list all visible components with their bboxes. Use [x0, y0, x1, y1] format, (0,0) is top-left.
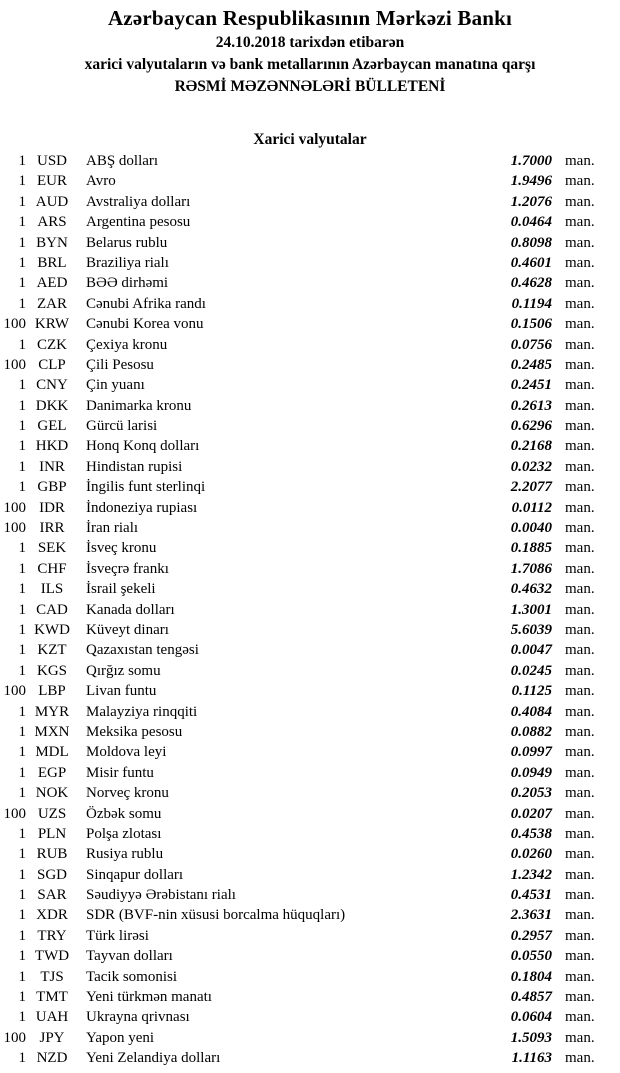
- currency-code: BRL: [37, 254, 67, 271]
- currency-qty: 1: [18, 744, 26, 761]
- currency-rate: 0.4628: [510, 275, 552, 292]
- currency-name: Polşa zlotası: [86, 825, 162, 842]
- currency-qty: 1: [18, 234, 26, 251]
- rate-row: [0, 335, 604, 355]
- currency-code: CHF: [37, 560, 67, 577]
- rate-row: [0, 681, 604, 701]
- rate-row: [0, 253, 604, 273]
- effective-date-line: 24.10.2018 tarixdən etibarən: [215, 34, 405, 51]
- rate-row: [0, 1007, 604, 1027]
- rate-row: [0, 987, 604, 1007]
- currency-rate: 0.1885: [510, 540, 552, 557]
- currency-code: AED: [36, 275, 68, 292]
- unit-label: man.: [565, 948, 595, 965]
- rate-row: [0, 151, 604, 171]
- currency-name: Argentina pesosu: [86, 214, 191, 231]
- currency-rate: 0.2451: [510, 377, 552, 394]
- currency-name: Misir funtu: [86, 764, 154, 781]
- unit-label: man.: [565, 418, 595, 435]
- currency-qty: 100: [3, 1029, 26, 1046]
- rate-row: [0, 212, 604, 232]
- unit-label: man.: [565, 295, 595, 312]
- unit-label: man.: [565, 173, 595, 190]
- currency-name: Kanada dolları: [86, 601, 175, 618]
- bulletin-subtitle: xarici valyutaların və bank metallarının Azərbaycan manatına qarşı: [84, 56, 536, 73]
- currency-name: Hindistan rupisi: [86, 458, 183, 475]
- currency-qty: 1: [18, 927, 26, 944]
- currency-rate: 1.7000: [510, 153, 552, 169]
- currency-rate: 0.1194: [511, 295, 552, 312]
- currency-code: ZAR: [37, 295, 67, 312]
- rate-row: [0, 865, 604, 885]
- unit-label: man.: [565, 887, 595, 904]
- currency-qty: 100: [3, 356, 26, 373]
- currency-name: Moldova leyi: [86, 744, 167, 761]
- unit-label: man.: [565, 214, 595, 231]
- currency-rate: 0.0112: [511, 499, 552, 516]
- currency-code: TMT: [36, 989, 68, 1006]
- currency-qty: 1: [18, 846, 26, 863]
- currency-rate: 1.7086: [510, 560, 552, 577]
- currency-code: BYN: [36, 234, 68, 251]
- unit-label: man.: [565, 968, 595, 985]
- unit-label: man.: [565, 907, 595, 924]
- currency-name: Yapon yeni: [86, 1029, 155, 1046]
- currency-qty: 1: [18, 866, 26, 883]
- currency-qty: 1: [18, 662, 26, 679]
- currency-name: Livan funtu: [86, 683, 157, 700]
- bulletin-header: [0, 4, 620, 98]
- currency-name: Rusiya rublu: [86, 846, 164, 863]
- currency-qty: 1: [18, 764, 26, 781]
- currency-name: İran rialı: [86, 520, 139, 537]
- rate-row: [0, 885, 604, 905]
- currency-qty: 1: [18, 254, 26, 271]
- currency-qty: 1: [18, 989, 26, 1006]
- currency-code: TJS: [40, 968, 64, 985]
- unit-label: man.: [565, 846, 595, 863]
- currency-rate: 1.5093: [510, 1029, 552, 1046]
- currency-rate: 0.4632: [510, 581, 552, 598]
- currency-code: TWD: [34, 948, 70, 965]
- unit-label: man.: [565, 866, 595, 883]
- unit-label: man.: [565, 805, 595, 822]
- rate-row: [0, 192, 604, 212]
- currency-code: SAR: [37, 887, 67, 904]
- currency-name: Meksika pesosu: [86, 723, 183, 740]
- currency-qty: 1: [18, 295, 26, 312]
- currency-rate: 0.0949: [510, 764, 552, 781]
- currency-code: HKD: [35, 438, 69, 455]
- currency-name: ABŞ dolları: [86, 153, 159, 169]
- currency-qty: 100: [3, 316, 26, 333]
- rate-row: [0, 742, 604, 762]
- unit-label: man.: [565, 153, 595, 169]
- rate-row: [0, 559, 604, 579]
- currency-rate: 1.2342: [510, 866, 552, 883]
- currency-qty: 1: [18, 336, 26, 353]
- currency-code: GBP: [37, 479, 67, 496]
- rate-row: [0, 844, 604, 864]
- currency-name: Malayziya rinqqiti: [86, 703, 198, 720]
- currency-code: UZS: [37, 805, 67, 822]
- rate-row: [0, 905, 604, 925]
- rate-row: [0, 375, 604, 395]
- currency-qty: 1: [18, 560, 26, 577]
- rate-row: [0, 661, 604, 681]
- currency-rate: 0.0464: [510, 214, 552, 231]
- currency-code: CZK: [37, 336, 67, 353]
- currency-name: Belarus rublu: [86, 234, 168, 251]
- unit-label: man.: [565, 621, 595, 638]
- currency-name: Sinqapur dolları: [86, 866, 184, 883]
- currency-qty: 1: [18, 275, 26, 292]
- currency-rate: 5.6039: [510, 621, 552, 638]
- currency-qty: 1: [18, 377, 26, 394]
- currency-name: Avro: [86, 173, 116, 190]
- rate-row: [0, 967, 604, 987]
- rate-row: [0, 824, 604, 844]
- unit-label: man.: [565, 581, 595, 598]
- currency-qty: 1: [18, 968, 26, 985]
- rate-row: [0, 763, 604, 783]
- currency-qty: 1: [18, 418, 26, 435]
- currency-name: Qırğız somu: [86, 662, 161, 679]
- currency-code: ILS: [40, 581, 64, 598]
- unit-label: man.: [565, 683, 595, 700]
- currency-name: İsveçrə frankı: [86, 560, 169, 577]
- unit-label: man.: [565, 377, 595, 394]
- rate-row: [0, 477, 604, 497]
- rate-row: [0, 171, 604, 191]
- currency-rate: 0.0207: [510, 805, 552, 822]
- unit-label: man.: [565, 601, 595, 618]
- currency-code: MXN: [34, 723, 70, 740]
- currency-qty: 1: [18, 723, 26, 740]
- currency-qty: 1: [18, 214, 26, 231]
- currency-name: Avstraliya dolları: [86, 193, 191, 210]
- currency-name: Yeni türkmən manatı: [86, 989, 212, 1006]
- rate-row: [0, 518, 604, 538]
- currency-name: İngilis funt sterlinqi: [86, 479, 206, 496]
- currency-code: KGS: [36, 662, 67, 679]
- unit-label: man.: [565, 336, 595, 353]
- currency-name: İsrail şekeli: [86, 581, 156, 598]
- currency-code: USD: [36, 153, 67, 169]
- currency-rate: 0.4531: [510, 887, 552, 904]
- currency-qty: 1: [18, 948, 26, 965]
- unit-label: man.: [565, 438, 595, 455]
- currency-name: Honq Konq dolları: [86, 438, 200, 455]
- currency-qty: 1: [18, 479, 26, 496]
- currency-name: Türk lirəsi: [86, 927, 149, 944]
- rate-row: [0, 1048, 604, 1068]
- rate-row: [0, 1028, 604, 1048]
- currency-name: Qazaxıstan tengəsi: [86, 642, 199, 659]
- currency-rate: 0.4538: [510, 825, 552, 842]
- currency-rate: 0.0604: [510, 1009, 552, 1026]
- currency-name: Tacik somonisi: [86, 968, 178, 985]
- currency-code: AUD: [35, 193, 69, 210]
- currency-qty: 1: [18, 907, 26, 924]
- currency-qty: 1: [18, 458, 26, 475]
- currency-rate: 0.0040: [510, 520, 552, 537]
- currency-rate: 0.0232: [510, 458, 552, 475]
- unit-label: man.: [565, 193, 595, 210]
- currency-qty: 1: [18, 642, 26, 659]
- rate-row: [0, 579, 604, 599]
- currency-code: KWD: [34, 621, 70, 638]
- rate-row: [0, 396, 604, 416]
- currency-name: Çin yuanı: [86, 377, 145, 394]
- unit-label: man.: [565, 1029, 595, 1046]
- currency-rate: 0.8098: [510, 234, 552, 251]
- currency-name: Yeni Zelandiya dolları: [86, 1050, 221, 1067]
- currency-rate: 1.1163: [511, 1050, 552, 1067]
- rate-row: [0, 436, 604, 456]
- currency-rate: 0.4601: [510, 254, 552, 271]
- currency-code: CNY: [36, 377, 68, 394]
- currency-name: Tayvan dolları: [86, 948, 173, 965]
- rate-row: [0, 783, 604, 803]
- currency-code: INR: [39, 458, 65, 475]
- currency-rate: 0.0550: [510, 948, 552, 965]
- currency-qty: 1: [18, 1009, 26, 1026]
- unit-label: man.: [565, 499, 595, 516]
- currency-code: NZD: [36, 1050, 68, 1067]
- currency-qty: 100: [3, 520, 26, 537]
- rates-table: [0, 151, 620, 1069]
- currency-qty: 1: [18, 887, 26, 904]
- unit-label: man.: [565, 642, 595, 659]
- currency-code: PLN: [37, 825, 67, 842]
- currency-code: SEK: [37, 540, 67, 557]
- currency-qty: 1: [18, 193, 26, 210]
- unit-label: man.: [565, 479, 595, 496]
- currency-rate: 0.0260: [510, 846, 552, 863]
- currency-code: EGP: [37, 764, 67, 781]
- currency-code: MDL: [35, 744, 69, 761]
- currency-qty: 1: [18, 601, 26, 618]
- currency-rate: 0.0245: [510, 662, 552, 679]
- currency-name: İndoneziya rupiası: [86, 499, 198, 516]
- currency-rate: 0.0997: [510, 744, 552, 761]
- currency-code: CLP: [38, 356, 66, 373]
- currency-code: KZT: [37, 642, 67, 659]
- rate-row: [0, 273, 604, 293]
- currency-qty: 1: [18, 825, 26, 842]
- unit-label: man.: [565, 520, 595, 537]
- unit-label: man.: [565, 662, 595, 679]
- currency-code: SGD: [36, 866, 67, 883]
- unit-label: man.: [565, 234, 595, 251]
- unit-label: man.: [565, 316, 595, 333]
- currency-code: TRY: [37, 927, 67, 944]
- currency-code: IRR: [39, 520, 65, 537]
- currency-rate: 0.1804: [510, 968, 552, 985]
- section-title-foreign-currencies: Xarici valyutalar: [253, 131, 367, 148]
- currency-rate: 0.1125: [511, 683, 552, 700]
- currency-rate: 0.6296: [510, 418, 552, 435]
- rate-row: [0, 640, 604, 660]
- currency-rate: 1.2076: [510, 193, 552, 210]
- currency-code: LBP: [38, 683, 66, 700]
- currency-code: EUR: [37, 173, 67, 190]
- currency-code: JPY: [39, 1029, 65, 1046]
- rate-row: [0, 498, 604, 518]
- currency-name: SDR (BVF-nin xüsusi borcalma hüquqları): [86, 907, 346, 924]
- rate-row: [0, 416, 604, 436]
- currency-rate: 0.4084: [510, 703, 552, 720]
- currency-qty: 100: [3, 805, 26, 822]
- currency-rate: 0.2957: [510, 927, 552, 944]
- currency-name: Küveyt dinarı: [86, 621, 169, 638]
- currency-code: UAH: [35, 1009, 69, 1026]
- currency-code: RUB: [36, 846, 68, 863]
- currency-code: NOK: [35, 785, 69, 802]
- rate-row: [0, 804, 604, 824]
- unit-label: man.: [565, 744, 595, 761]
- currency-rate: 0.1506: [510, 316, 552, 333]
- unit-label: man.: [565, 785, 595, 802]
- currency-qty: 100: [3, 683, 26, 700]
- currency-rate: 2.2077: [510, 479, 552, 496]
- currency-rate: 0.0756: [510, 336, 552, 353]
- rate-row: [0, 926, 604, 946]
- unit-label: man.: [565, 927, 595, 944]
- unit-label: man.: [565, 825, 595, 842]
- currency-name: Cənubi Korea vonu: [86, 316, 204, 333]
- currency-rate: 0.2053: [510, 785, 552, 802]
- unit-label: man.: [565, 1050, 595, 1067]
- unit-label: man.: [565, 275, 595, 292]
- bank-name: Azərbaycan Respublikasının Mərkəzi Bankı: [107, 6, 513, 30]
- bulletin-title: RƏSMİ MƏZƏNNƏLƏRİ BÜLLETENİ: [174, 78, 446, 95]
- rate-row: [0, 702, 604, 722]
- currency-rate: 0.2168: [510, 438, 552, 455]
- unit-label: man.: [565, 540, 595, 557]
- currency-qty: 1: [18, 785, 26, 802]
- unit-label: man.: [565, 703, 595, 720]
- currency-name: Özbək somu: [86, 805, 162, 822]
- unit-label: man.: [565, 723, 595, 740]
- currency-qty: 1: [18, 153, 26, 169]
- currency-code: IDR: [39, 499, 65, 516]
- unit-label: man.: [565, 560, 595, 577]
- unit-label: man.: [565, 1009, 595, 1026]
- rate-row: [0, 355, 604, 375]
- unit-label: man.: [565, 397, 595, 414]
- currency-name: İsveç kronu: [86, 540, 157, 557]
- currency-code: ARS: [37, 214, 67, 231]
- currency-rate: 0.2485: [510, 356, 552, 373]
- currency-name: Ukrayna qrivnası: [86, 1009, 190, 1026]
- currency-name: Braziliya rialı: [86, 254, 169, 271]
- currency-code: MYR: [34, 703, 70, 720]
- currency-rate: 2.3631: [510, 907, 552, 924]
- unit-label: man.: [565, 254, 595, 271]
- currency-qty: 1: [18, 581, 26, 598]
- currency-qty: 1: [18, 173, 26, 190]
- currency-code: DKK: [35, 397, 69, 414]
- currency-name: Gürcü larisi: [86, 418, 158, 435]
- rate-row: [0, 620, 604, 640]
- currency-qty: 100: [3, 499, 26, 516]
- currency-name: Çili Pesosu: [86, 356, 154, 373]
- currency-name: Çexiya kronu: [86, 336, 168, 353]
- currency-rate: 0.2613: [510, 397, 552, 414]
- currency-rate: 0.0882: [510, 723, 552, 740]
- currency-name: Cənubi Afrika randı: [86, 295, 206, 312]
- rate-row: [0, 722, 604, 742]
- rate-row: [0, 600, 604, 620]
- currency-rate: 1.3001: [510, 601, 552, 618]
- currency-name: Danimarka kronu: [86, 397, 192, 414]
- currency-rate: 1.9496: [510, 173, 552, 190]
- currency-code: KRW: [34, 316, 70, 333]
- currency-name: Səudiyyə Ərəbistanı rialı: [86, 887, 236, 904]
- currency-qty: 1: [18, 540, 26, 557]
- currency-qty: 1: [18, 397, 26, 414]
- currency-rate: 0.0047: [510, 642, 552, 659]
- currency-qty: 1: [18, 703, 26, 720]
- currency-qty: 1: [18, 621, 26, 638]
- currency-name: Norveç kronu: [86, 785, 169, 802]
- rate-row: [0, 538, 604, 558]
- unit-label: man.: [565, 356, 595, 373]
- unit-label: man.: [565, 989, 595, 1006]
- rate-row: [0, 314, 604, 334]
- rate-row: [0, 457, 604, 477]
- rate-row: [0, 946, 604, 966]
- currency-code: CAD: [36, 601, 68, 618]
- currency-code: XDR: [36, 907, 68, 924]
- currency-qty: 1: [18, 438, 26, 455]
- currency-rate: 0.4857: [510, 989, 552, 1006]
- currency-name: BƏƏ dirhəmi: [86, 275, 169, 292]
- currency-qty: 1: [18, 1050, 26, 1067]
- rate-row: [0, 233, 604, 253]
- unit-label: man.: [565, 764, 595, 781]
- rate-row: [0, 294, 604, 314]
- unit-label: man.: [565, 458, 595, 475]
- currency-code: GEL: [37, 418, 67, 435]
